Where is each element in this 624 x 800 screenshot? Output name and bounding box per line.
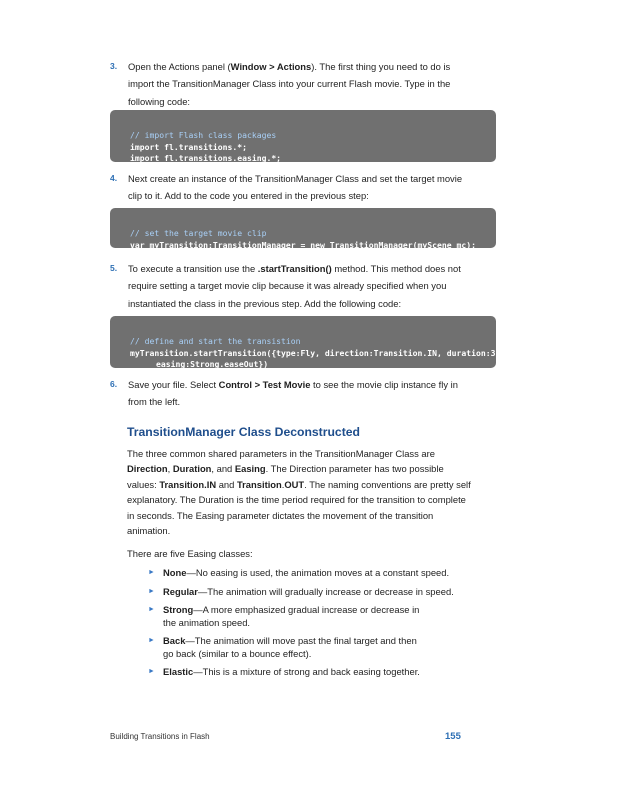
easing-desc: —A more emphasized gradual increase or decrease in the animation speed. <box>163 604 420 628</box>
step-text-part: Save your file. Select <box>128 379 219 390</box>
step-text-part: Next create an instance of the TransitionManager Class and set the target movie clip to it. Add to the code you entered in the previous step: <box>128 173 463 202</box>
section-paragraph <box>127 446 472 538</box>
step-text-part: To execute a transition use the <box>128 263 258 274</box>
term-out: OUT <box>284 478 305 490</box>
bullet-arrow-icon: ► <box>148 637 155 645</box>
code-line: import fl.transitions.easing.*; <box>130 153 282 164</box>
code-comment: // set the target movie clip <box>130 227 267 238</box>
step-number: 5. <box>110 263 118 273</box>
easing-desc: —This is a mixture of strong and back easing together. <box>193 666 420 678</box>
code-line: var myTransition:TransitionManager = new TransitionManager(myScene_mc); <box>130 239 476 250</box>
easing-desc: —No easing is used, the animation moves at a constant speed. <box>186 567 450 578</box>
step-3 <box>110 58 470 110</box>
easing-name: Elastic <box>163 666 194 678</box>
paragraph-text: The three common shared parameters in the TransitionManager Class are <box>127 448 435 459</box>
step-text-part: to see the movie clip instance fly in from the left. <box>128 379 458 408</box>
code-line: myTransition.startTransition({type:Fly, direction:Transition.IN, duration:3, <box>130 347 501 358</box>
easing-desc: —The animation will gradually increase or decrease in speed. <box>197 585 454 597</box>
bullet-arrow-icon: ► <box>148 606 155 614</box>
code-block-import <box>110 110 496 162</box>
term-transition-in: Transition.IN <box>159 478 217 490</box>
paragraph-text: and <box>216 478 237 490</box>
code-block-instance <box>110 208 496 248</box>
paragraph-text: . The naming conventions are pretty self explanatory. The Duration is the time period required for the transition to complete in seconds. The Easing parameter dictates the movement of the transition animation. <box>127 478 471 537</box>
page-number: 155 <box>445 731 461 742</box>
step-6 <box>110 376 470 411</box>
menu-path: Window > Actions <box>230 61 312 72</box>
step-number: 4. <box>110 173 118 183</box>
list-item <box>148 604 428 629</box>
bullet-arrow-icon: ► <box>148 668 155 676</box>
step-text <box>128 170 470 205</box>
term-easing: Easing <box>234 463 266 475</box>
code-block-start-transition <box>110 316 501 370</box>
easing-name: Back <box>163 635 186 647</box>
list-item <box>148 635 423 660</box>
bullet-arrow-icon: ► <box>148 587 155 595</box>
step-number: 6. <box>110 379 118 389</box>
list-item <box>148 586 478 598</box>
step-text <box>128 376 470 411</box>
method-name: .startTransition() <box>257 263 332 274</box>
step-text <box>128 260 470 312</box>
step-4 <box>110 170 470 205</box>
paragraph-text: . <box>281 478 285 490</box>
paragraph-text: , and <box>211 463 235 475</box>
section-heading: TransitionManager Class Deconstructed <box>127 425 360 439</box>
step-text-part: Open the Actions panel ( <box>128 61 231 72</box>
step-number: 3. <box>110 61 118 71</box>
term-transition: Transition <box>236 478 282 490</box>
easing-desc: —The animation will move past the final target and then go back (similar to a bounce effect). <box>163 635 417 659</box>
code-comment: // define and start the transistion <box>130 335 301 346</box>
term-duration: Duration <box>172 463 212 475</box>
term-direction: Direction <box>127 463 168 475</box>
paragraph-text: , <box>167 463 173 475</box>
step-5 <box>110 260 470 312</box>
easing-class-list <box>148 567 478 685</box>
list-item <box>148 567 478 579</box>
step-text-part: ). The first thing you need to do is import the TransitionManager Class into your current Flash movie. Type in the following code: <box>128 61 451 107</box>
step-text-part: method. This method does not require setting a target movie clip because it was already specified when you instantiated the class in the previous step. Add the following code: <box>128 263 461 309</box>
easing-name: None <box>163 567 187 578</box>
footer-chapter-title: Building Transitions in Flash <box>110 732 210 741</box>
easing-name: Regular <box>163 585 198 597</box>
code-line: import fl.transitions.*; <box>130 141 247 152</box>
bullet-arrow-icon: ► <box>148 569 155 576</box>
code-comment: // import Flash class packages <box>130 129 277 140</box>
step-text <box>128 58 470 110</box>
easing-name: Strong <box>163 604 194 616</box>
code-line: easing:Strong.easeOut}) <box>156 359 269 370</box>
menu-path: Control > Test Movie <box>218 379 311 390</box>
easing-intro: There are five Easing classes: <box>127 548 253 559</box>
paragraph-text: . The Direction parameter has two possible values: <box>127 463 444 490</box>
list-item <box>148 666 478 678</box>
